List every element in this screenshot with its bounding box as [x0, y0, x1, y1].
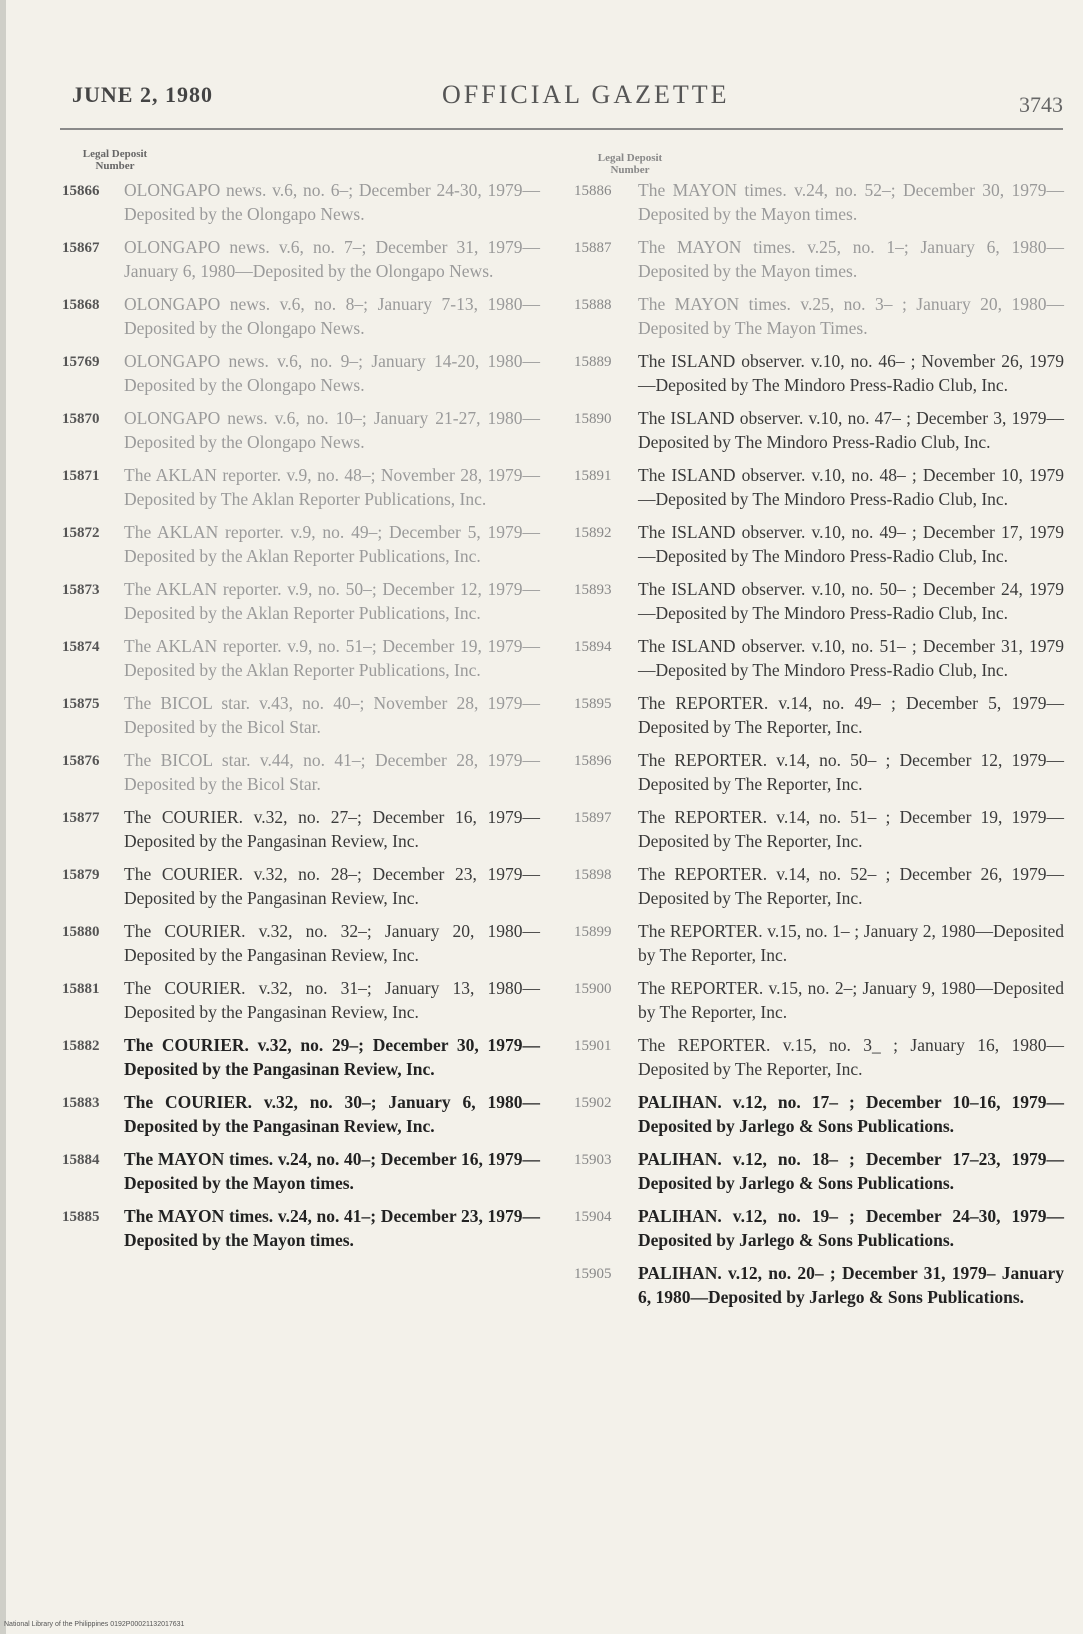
- deposit-entry: [62, 406, 540, 454]
- deposit-entry: [62, 634, 540, 682]
- deposit-number: 15898: [574, 867, 612, 883]
- deposit-entry: [62, 1147, 540, 1195]
- deposit-number: 15904: [574, 1209, 612, 1225]
- deposit-entry: [574, 634, 1064, 682]
- deposit-number: 15887: [574, 240, 612, 256]
- deposit-entry: [62, 463, 540, 511]
- deposit-number: 15890: [574, 411, 612, 427]
- deposit-description: The MAYON times. v.24, no. 41–; December 23, 1979—Deposited by the Mayon times.: [124, 1206, 540, 1250]
- deposit-entry: [62, 349, 540, 397]
- deposit-number: 15874: [62, 639, 100, 655]
- deposit-entry: [62, 805, 540, 853]
- deposit-entry: [574, 919, 1064, 967]
- deposit-description: OLONGAPO news. v.6, no. 9–; January 14-20, 1980—Deposited by the Olongapo News.: [124, 351, 540, 395]
- header-date: JUNE 2, 1980: [72, 82, 213, 107]
- deposit-entry: [574, 1033, 1064, 1081]
- deposit-description: OLONGAPO news. v.6, no. 6–; December 24-30, 1979—Deposited by the Olongapo News.: [124, 180, 540, 224]
- deposit-number: 15889: [574, 354, 612, 370]
- deposit-entry: [62, 577, 540, 625]
- deposit-description: The ISLAND observer. v.10, no. 49– ; December 17, 1979—Deposited by The Mindoro Press-Radio Club, Inc.: [638, 522, 1064, 566]
- column-label-left: Legal Deposit Number: [82, 148, 148, 172]
- deposit-entry: [574, 406, 1064, 454]
- deposit-number: 15891: [574, 468, 612, 484]
- deposit-description: PALIHAN. v.12, no. 19– ; December 24–30, 1979—Deposited by Jarlego & Sons Publications.: [638, 1206, 1064, 1250]
- deposit-description: OLONGAPO news. v.6, no. 8–; January 7-13, 1980—Deposited by the Olongapo News.: [124, 294, 540, 338]
- deposit-number: 15897: [574, 810, 612, 826]
- deposit-entry: [62, 520, 540, 568]
- deposit-description: The REPORTER. v.15, no. 1– ; January 2, 1980—Deposited by The Reporter, Inc.: [638, 921, 1064, 965]
- deposit-entry: [62, 862, 540, 910]
- deposit-number: 15903: [574, 1152, 612, 1168]
- deposit-number: 15899: [574, 924, 612, 940]
- deposit-number: 15896: [574, 753, 612, 769]
- deposit-number: 15870: [62, 411, 100, 427]
- deposit-description: The ISLAND observer. v.10, no. 46– ; November 26, 1979—Deposited by The Mindoro Press-Radio Club, Inc.: [638, 351, 1064, 395]
- deposit-entry: [62, 1204, 540, 1252]
- deposit-number: 15881: [62, 981, 100, 997]
- deposit-entry: [62, 976, 540, 1024]
- deposit-number: 15892: [574, 525, 612, 541]
- deposit-entry: [574, 178, 1064, 226]
- deposit-number: 15884: [62, 1152, 100, 1168]
- deposit-entry: [62, 235, 540, 283]
- deposit-description: The AKLAN reporter. v.9, no. 50–; December 12, 1979—Deposited by the Aklan Reporter Publications, Inc.: [124, 579, 540, 623]
- deposit-description: PALIHAN. v.12, no. 17– ; December 10–16, 1979—Deposited by Jarlego & Sons Publications.: [638, 1092, 1064, 1136]
- footer-credit: National Library of the Philippines 0192P00021132017631: [4, 1621, 185, 1628]
- deposit-entry: [574, 520, 1064, 568]
- header-rule: [60, 128, 1063, 130]
- deposit-description: The REPORTER. v.14, no. 52– ; December 26, 1979—Deposited by The Reporter, Inc.: [638, 864, 1064, 908]
- deposit-entry: [574, 976, 1064, 1024]
- deposit-number: 15876: [62, 753, 100, 769]
- deposit-number: 15877: [62, 810, 100, 826]
- deposit-entry: [574, 292, 1064, 340]
- deposit-entry: [574, 577, 1064, 625]
- deposit-description: The MAYON times. v.24, no. 40–; December 16, 1979—Deposited by the Mayon times.: [124, 1149, 540, 1193]
- deposit-description: The AKLAN reporter. v.9, no. 51–; December 19, 1979—Deposited by the Aklan Reporter Publications, Inc.: [124, 636, 540, 680]
- deposit-description: The REPORTER. v.15, no. 3_ ; January 16, 1980—Deposited by The Reporter, Inc.: [638, 1035, 1064, 1079]
- deposit-entry: [62, 919, 540, 967]
- deposit-description: OLONGAPO news. v.6, no. 10–; January 21-27, 1980—Deposited by the Olongapo News.: [124, 408, 540, 452]
- deposit-description: The AKLAN reporter. v.9, no. 48–; November 28, 1979—Deposited by The Aklan Reporter Publications, Inc.: [124, 465, 540, 509]
- deposit-entry: [62, 748, 540, 796]
- deposit-number: 15769: [62, 354, 100, 370]
- deposit-description: The COURIER. v.32, no. 30–; January 6, 1980—Deposited by the Pangasinan Review, Inc.: [124, 1092, 540, 1136]
- deposit-number: 15875: [62, 696, 100, 712]
- deposit-entry: [574, 805, 1064, 853]
- deposit-entry: [574, 1147, 1064, 1195]
- header-page-number: 3743: [1019, 92, 1063, 117]
- column-label-right: Legal Deposit Number: [597, 152, 663, 176]
- deposit-number: 15866: [62, 183, 100, 199]
- deposit-entry: [574, 235, 1064, 283]
- deposit-description: The MAYON times. v.25, no. 1–; January 6, 1980—Deposited by the Mayon times.: [638, 237, 1064, 281]
- deposit-number: 15901: [574, 1038, 612, 1054]
- deposit-number: 15867: [62, 240, 100, 256]
- deposit-description: OLONGAPO news. v.6, no. 7–; December 31, 1979—January 6, 1980—Deposited by the Olongapo News.: [124, 237, 540, 281]
- deposit-number: 15893: [574, 582, 612, 598]
- deposit-description: PALIHAN. v.12, no. 20– ; December 31, 1979– January 6, 1980—Deposited by Jarlego & Sons Publications.: [638, 1263, 1064, 1307]
- right-column: [574, 178, 1064, 1318]
- deposit-number: 15873: [62, 582, 100, 598]
- deposit-number: 15880: [62, 924, 100, 940]
- deposit-description: The ISLAND observer. v.10, no. 48– ; December 10, 1979—Deposited by The Mindoro Press-Radio Club, Inc.: [638, 465, 1064, 509]
- deposit-entry: [62, 178, 540, 226]
- deposit-description: The REPORTER. v.14, no. 50– ; December 12, 1979—Deposited by The Reporter, Inc.: [638, 750, 1064, 794]
- deposit-description: The ISLAND observer. v.10, no. 50– ; December 24, 1979—Deposited by The Mindoro Press-Radio Club, Inc.: [638, 579, 1064, 623]
- deposit-description: The COURIER. v.32, no. 29–; December 30, 1979—Deposited by the Pangasinan Review, Inc.: [124, 1035, 540, 1079]
- deposit-entry: [574, 691, 1064, 739]
- deposit-number: 15905: [574, 1266, 612, 1282]
- deposit-description: The ISLAND observer. v.10, no. 47– ; December 3, 1979—Deposited by The Mindoro Press-Radio Club, Inc.: [638, 408, 1064, 452]
- deposit-entry: [62, 1033, 540, 1081]
- deposit-description: The REPORTER. v.14, no. 51– ; December 19, 1979—Deposited by The Reporter, Inc.: [638, 807, 1064, 851]
- deposit-number: 15872: [62, 525, 100, 541]
- deposit-number: 15885: [62, 1209, 100, 1225]
- deposit-description: The COURIER. v.32, no. 32–; January 20, 1980—Deposited by the Pangasinan Review, Inc.: [124, 921, 540, 965]
- left-column: [62, 178, 540, 1261]
- deposit-description: The COURIER. v.32, no. 31–; January 13, 1980—Deposited by the Pangasinan Review, Inc.: [124, 978, 540, 1022]
- deposit-number: 15883: [62, 1095, 100, 1111]
- deposit-number: 15900: [574, 981, 612, 997]
- deposit-entry: [574, 349, 1064, 397]
- deposit-description: The REPORTER. v.14, no. 49– ; December 5, 1979—Deposited by The Reporter, Inc.: [638, 693, 1064, 737]
- deposit-description: The BICOL star. v.43, no. 40–; November 28, 1979—Deposited by the Bicol Star.: [124, 693, 540, 737]
- deposit-number: 15888: [574, 297, 612, 313]
- deposit-number: 15895: [574, 696, 612, 712]
- deposit-entry: [574, 1204, 1064, 1252]
- deposit-number: 15868: [62, 297, 100, 313]
- deposit-number: 15886: [574, 183, 612, 199]
- deposit-entry: [574, 1261, 1064, 1309]
- deposit-number: 15879: [62, 867, 100, 883]
- deposit-description: PALIHAN. v.12, no. 18– ; December 17–23, 1979—Deposited by Jarlego & Sons Publications.: [638, 1149, 1064, 1193]
- deposit-description: The ISLAND observer. v.10, no. 51– ; December 31, 1979—Deposited by The Mindoro Press-Radio Club, Inc.: [638, 636, 1064, 680]
- deposit-number: 15902: [574, 1095, 612, 1111]
- deposit-entry: [62, 292, 540, 340]
- page-edge: [0, 0, 6, 1634]
- page-header: [72, 82, 1063, 122]
- deposit-number: 15882: [62, 1038, 100, 1054]
- deposit-description: The REPORTER. v.15, no. 2–; January 9, 1980—Deposited by The Reporter, Inc.: [638, 978, 1064, 1022]
- deposit-description: The COURIER. v.32, no. 28–; December 23, 1979—Deposited by the Pangasinan Review, Inc.: [124, 864, 540, 908]
- deposit-number: 15871: [62, 468, 100, 484]
- deposit-number: 15894: [574, 639, 612, 655]
- deposit-entry: [62, 691, 540, 739]
- deposit-description: The BICOL star. v.44, no. 41–; December 28, 1979—Deposited by the Bicol Star.: [124, 750, 540, 794]
- deposit-entry: [574, 748, 1064, 796]
- deposit-entry: [62, 1090, 540, 1138]
- deposit-entry: [574, 862, 1064, 910]
- deposit-description: The MAYON times. v.24, no. 52–; December 30, 1979—Deposited by the Mayon times.: [638, 180, 1064, 224]
- deposit-description: The AKLAN reporter. v.9, no. 49–; December 5, 1979—Deposited by the Aklan Reporter Publications, Inc.: [124, 522, 540, 566]
- deposit-entry: [574, 1090, 1064, 1138]
- deposit-description: The MAYON times. v.25, no. 3– ; January 20, 1980—Deposited by The Mayon Times.: [638, 294, 1064, 338]
- deposit-description: The COURIER. v.32, no. 27–; December 16, 1979—Deposited by the Pangasinan Review, Inc.: [124, 807, 540, 851]
- header-title: OFFICIAL GAZETTE: [442, 80, 730, 109]
- deposit-entry: [574, 463, 1064, 511]
